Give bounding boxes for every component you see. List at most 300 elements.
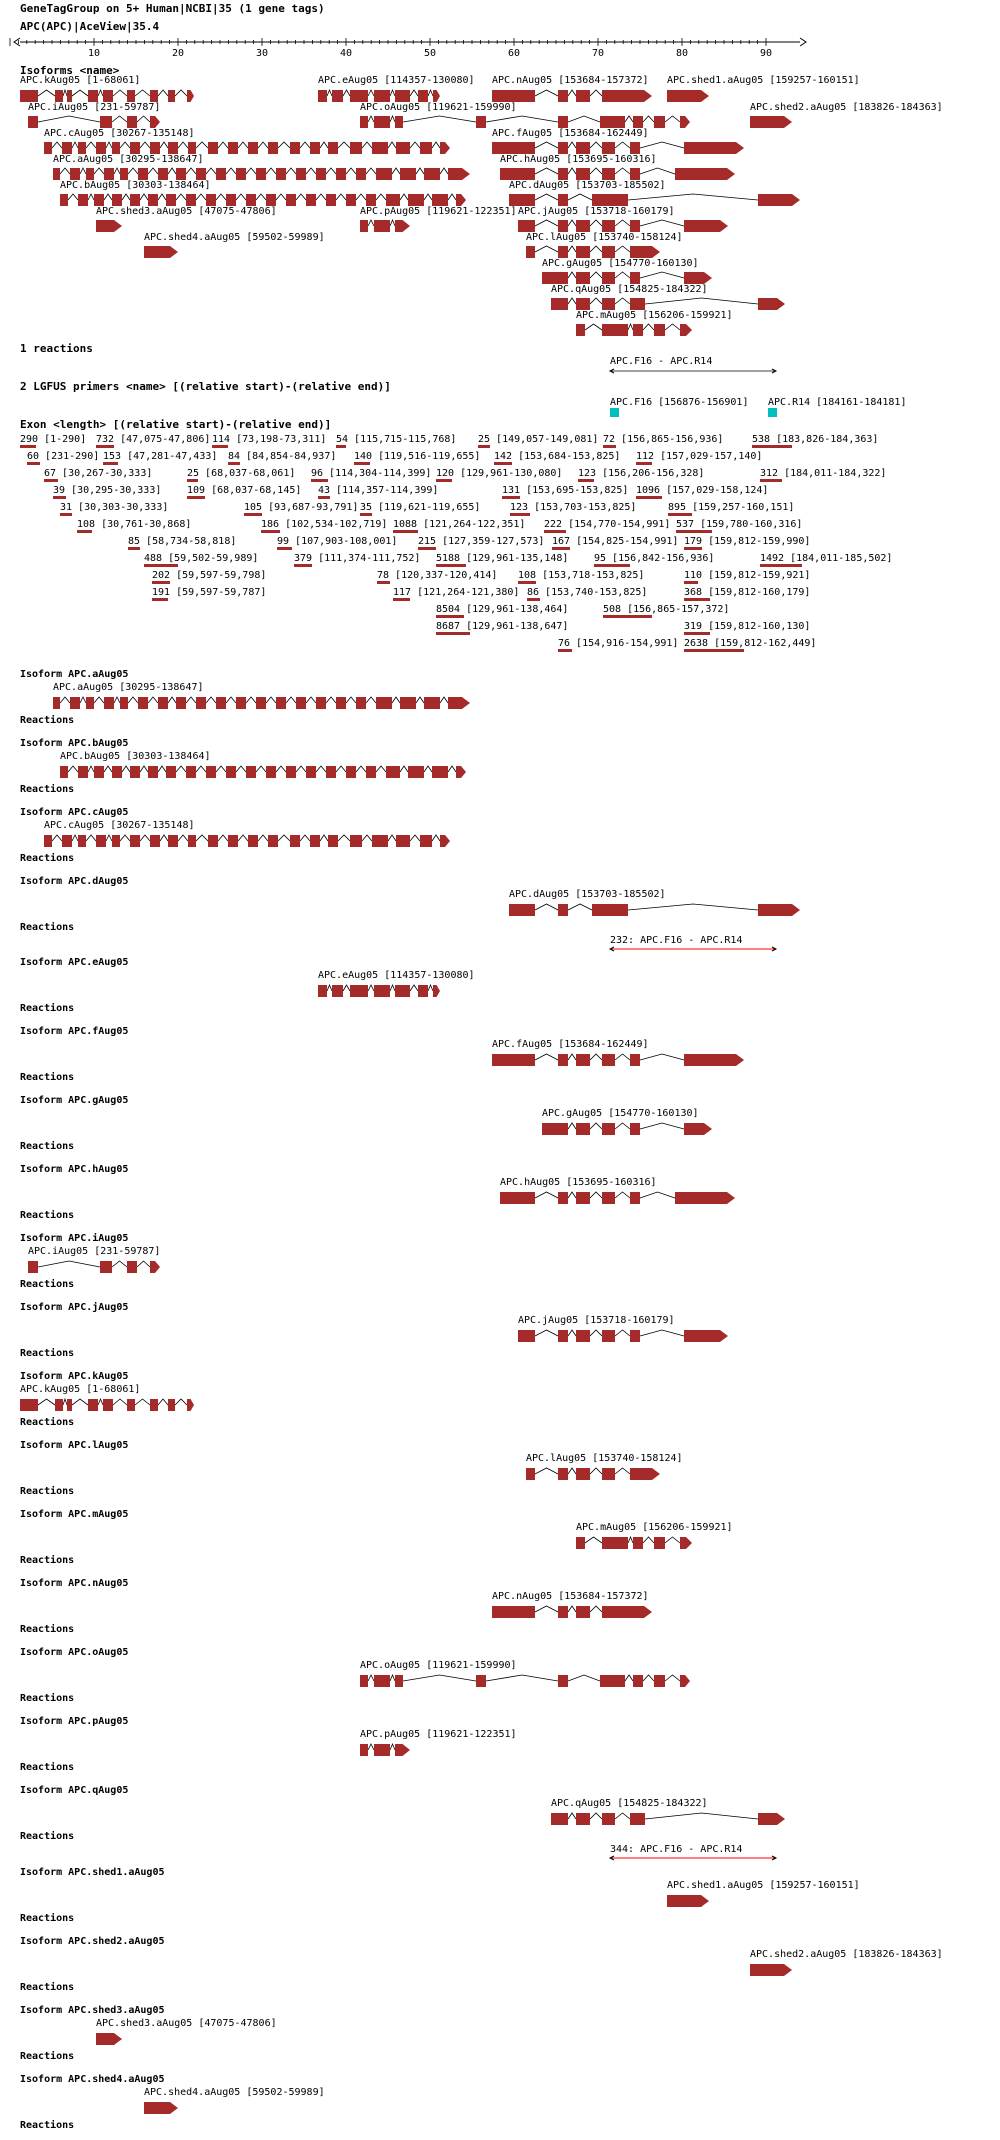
exon-entry[interactable]: 538 [183,826-184,363] [752,434,879,445]
exon-entry[interactable]: 76 [154,916-154,991] [558,638,679,649]
exon [226,766,236,778]
intron [320,835,328,841]
panel-title: Isoform APC.gAug05 [20,1095,129,1106]
exon-entry[interactable]: 179 [159,812-159,990] [684,536,811,547]
intron [432,835,440,841]
exon-entry[interactable]: 202 [59,597-59,798] [152,570,267,581]
exon [226,194,236,206]
panel-isoform-label[interactable]: APC.gAug05 [154770-160130] [542,1108,699,1119]
exon [290,835,300,847]
intron [98,90,103,96]
panel-isoform-label[interactable]: APC.bAug05 [30303-138464] [60,751,211,762]
overview-isoform [96,206,277,232]
intron [114,168,120,174]
intron [628,904,758,910]
exon-entry[interactable]: 368 [159,812-160,179] [684,587,811,598]
exon [166,194,176,206]
isoform-label[interactable]: APC.fAug05 [153684-162449] [492,128,649,139]
exon-bar [187,496,205,499]
exon [395,1675,403,1687]
exon-entry[interactable]: 108 [153,718-153,825] [518,570,645,581]
intron [535,1468,558,1474]
exon [168,142,178,154]
exon [206,194,216,206]
isoform-label[interactable]: APC.shed1.aAug05 [159257-160151] [667,75,860,86]
intron [88,194,94,200]
exon-entry[interactable]: 84 [84,854-84,937] [228,451,337,462]
isoform-label[interactable]: APC.nAug05 [153684-157372] [492,75,649,86]
exon-entry[interactable]: 191 [59,597-59,787] [152,587,267,598]
intron [568,246,576,252]
isoform-label[interactable]: APC.lAug05 [153740-158124] [526,232,683,243]
exon-bar [760,564,802,567]
exon-arrow [758,1813,785,1825]
exon [432,766,448,778]
panel-isoform-label[interactable]: APC.oAug05 [119621-159990] [360,1660,517,1671]
exon [576,168,590,180]
exon-entry[interactable]: 99 [107,903-108,001] [277,536,398,547]
panel-isoform-label[interactable]: APC.cAug05 [30267-135148] [44,820,195,831]
exon-bar [478,445,490,448]
overview-isoform [542,258,712,284]
isoform-label[interactable]: APC.mAug05 [156206-159921] [576,310,733,321]
exon-entry[interactable]: 5188 [129,961-135,148] [436,553,569,564]
exon-entry[interactable]: 186 [102,534-102,719] [261,519,388,530]
exon [602,1468,615,1480]
exon [630,272,640,284]
exon-entry[interactable]: 39 [30,295-30,333] [53,485,162,496]
panel-isoform-label[interactable]: APC.shed1.aAug05 [159257-160151] [667,1880,860,1891]
exon-bar [144,564,178,567]
exon-entry[interactable]: 140 [119,516-119,655] [354,451,481,462]
intron [236,766,246,772]
exon-entry[interactable]: 110 [159,812-159,921] [684,570,811,581]
exon [208,142,218,154]
exon [88,90,98,102]
intron [590,1813,602,1819]
isoform-label[interactable]: APC.shed2.aAug05 [183826-184363] [750,102,943,113]
primer-label[interactable]: APC.F16 [156876-156901] [610,397,749,408]
isoform-label[interactable]: APC.gAug05 [154770-160130] [542,258,699,269]
panel-title: Isoform APC.qAug05 [20,1785,129,1796]
exon-bar [20,445,36,448]
exon-entry[interactable]: 114 [73,198-73,311] [212,434,327,445]
exon [633,116,643,128]
exon-arrow [433,985,440,997]
exon [558,1606,568,1618]
intron [316,766,326,772]
isoform-label[interactable]: APC.oAug05 [119621-159990] [360,102,517,113]
exon [208,835,218,847]
exon [558,1330,568,1342]
exon-entry[interactable]: 222 [154,770-154,991] [544,519,671,530]
exon [602,246,615,258]
panel-isoform-label[interactable]: APC.pAug05 [119621-122351] [360,1729,517,1740]
exon-bar [636,462,652,465]
intron [368,1744,374,1750]
panel-isoform-label[interactable]: APC.eAug05 [114357-130080] [318,970,475,981]
overview-isoform [551,284,785,310]
panel-isoform-label[interactable]: APC.jAug05 [153718-160179] [518,1315,675,1326]
exon-entry[interactable]: 379 [111,374-111,752] [294,553,421,564]
intron [416,168,424,174]
intron [278,835,290,841]
exon-arrow [456,194,466,206]
overview-isoform [28,102,160,128]
intron [176,194,186,200]
isoform-panel [20,876,800,951]
exon-bar [594,564,630,567]
exon-bar [436,632,470,635]
exon-entry[interactable]: 72 [156,865-156,936] [603,434,724,445]
intron [160,835,168,841]
reactions-label: Reactions [20,1762,75,1773]
isoform-label[interactable]: APC.shed3.aAug05 [47075-47806] [96,206,277,217]
exon [104,168,114,180]
isoform-panel [20,669,470,726]
exon-entry[interactable]: 108 [30,761-30,868] [77,519,192,530]
exon [256,168,266,180]
panel-isoform-label[interactable]: APC.shed2.aAug05 [183826-184363] [750,1949,943,1960]
reactions-label: Reactions [20,2051,75,2062]
exon-entry[interactable]: 109 [68,037-68,145] [187,485,302,496]
exon-entry[interactable]: 60 [231-290] [27,451,100,462]
intron [403,1675,476,1681]
ruler-tick-label: 40 [340,48,353,59]
exon-entry[interactable]: 25 [68,037-68,061] [187,468,296,479]
panel-isoform-label[interactable]: APC.iAug05 [231-59787] [28,1246,161,1257]
intron [640,1192,675,1198]
intron [178,835,188,841]
intron [218,835,228,841]
isoform-overview [20,75,943,336]
exon [256,697,266,709]
exon [366,194,376,206]
exon [336,697,346,709]
exon [576,1606,590,1618]
exon [576,1123,590,1135]
exon [130,835,140,847]
panel-isoform-label[interactable]: APC.kAug05 [1-68061] [20,1384,141,1395]
exon-entry[interactable]: 537 [159,780-160,316] [676,519,803,530]
overview-isoform [53,154,470,180]
reactions-label: Reactions [20,1141,75,1152]
overview-isoform [20,75,194,102]
panel-reaction-label[interactable]: 344: APC.F16 - APC.R14 [610,1844,743,1855]
intron [590,90,602,96]
reaction-label[interactable]: APC.F16 - APC.R14 [610,356,713,367]
intron [135,90,150,96]
exon-arrow [395,1744,410,1756]
exon-entry[interactable]: 96 [114,304-114,399] [311,468,432,479]
intron [568,1606,576,1612]
panel-title: Isoform APC.aAug05 [20,669,129,680]
panel-title: Isoform APC.shed1.aAug05 [20,1867,165,1878]
exon [332,985,343,997]
exon-bar [684,547,702,550]
exon [602,1192,615,1204]
panel-isoform-label[interactable]: APC.aAug05 [30295-138647] [53,682,204,693]
exon-entry[interactable]: 215 [127,359-127,573] [418,536,545,547]
intron [643,1537,654,1543]
exon [28,116,38,128]
isoform-label[interactable]: APC.qAug05 [154825-184322] [551,284,708,295]
exon-entry[interactable]: 8687 [129,961-138,647] [436,621,569,632]
panel-isoform-label[interactable]: APC.dAug05 [153703-185502] [509,889,666,900]
isoform-label[interactable]: APC.kAug05 [1-68061] [20,75,141,86]
panel-reaction-label[interactable]: 232: APC.F16 - APC.R14 [610,935,743,946]
exon [336,168,346,180]
intron [390,220,395,226]
exon-arrow [96,220,122,232]
exon [216,168,226,180]
intron [168,697,176,703]
intron [640,272,684,278]
exon [127,1261,137,1273]
exon-entry[interactable]: 35 [119,621-119,655] [360,502,481,513]
reactions-label: Reactions [20,1982,75,1993]
primer-box[interactable] [768,408,777,417]
exon [558,90,568,102]
intron [135,1399,150,1405]
panel-isoform-label[interactable]: APC.mAug05 [156206-159921] [576,1522,733,1533]
exon-entry[interactable]: 319 [159,812-160,130] [684,621,811,632]
exon [78,194,88,206]
primers-heading: 2 LGFUS primers <name> [(relative start)-(relative end)] [20,380,391,393]
exon-arrow [684,142,744,154]
exon-entry[interactable]: 25 [149,057-149,081] [478,434,599,445]
isoform-label[interactable]: APC.eAug05 [114357-130080] [318,75,475,86]
exon [633,1537,643,1549]
exon-entry[interactable]: 31 [30,303-30,333] [60,502,169,513]
panel-title: Isoform APC.shed2.aAug05 [20,1936,165,1947]
exon [400,168,416,180]
intron [486,1675,558,1681]
exon-bar [96,445,114,448]
exon [150,90,158,102]
isoform-label[interactable]: APC.iAug05 [231-59787] [28,102,161,113]
exon [158,168,168,180]
intron [568,142,576,148]
isoform-panel [20,1509,733,1566]
page-title: GeneTagGroup on 5+ Human|NCBI|35 (1 gene tags) [20,2,325,15]
intron [568,1123,576,1129]
exon-entry[interactable]: 54 [115,715-115,768] [336,434,457,445]
exon-entry[interactable]: 290 [1-290] [20,434,87,445]
exon-entry[interactable]: 142 [153,684-153,825] [494,451,621,462]
exon-entry[interactable]: 120 [129,961-130,080] [436,468,563,479]
exon [332,90,343,102]
isoform-label[interactable]: APC.aAug05 [30295-138647] [53,154,204,165]
intron [403,116,476,122]
exon-bar [152,598,168,601]
exon [150,835,160,847]
exon-entry[interactable]: 732 [47,075-47,806] [96,434,211,445]
exon-entry[interactable]: 312 [184,011-184,322] [760,468,887,479]
exon [420,835,432,847]
exon [602,272,615,284]
gene-subtitle[interactable]: APC(APC)|AceView|35.4 [20,20,160,33]
exon [602,1054,615,1066]
exon-arrow [680,1537,692,1549]
intron [218,142,228,148]
exon [360,116,368,128]
exon-entry[interactable]: 1096 [157,029-158,124] [636,485,769,496]
exon-bar [318,496,330,499]
intron [535,142,558,148]
reactions-label: Reactions [20,1555,75,1566]
panel-title: Isoform APC.eAug05 [20,957,129,968]
exon [88,1399,98,1411]
exon [78,142,86,154]
exon [55,1399,63,1411]
panel-title: Isoform APC.lAug05 [20,1440,129,1451]
panel-title: Isoform APC.shed3.aAug05 [20,2005,165,2016]
isoform-panel [20,1578,652,1635]
exon [62,835,72,847]
exon [67,90,72,102]
isoform-panel [20,1371,194,1428]
intron [128,697,138,703]
reactions-label: Reactions [20,1624,75,1635]
exon [630,220,640,232]
intron [628,194,758,200]
panel-isoform-label[interactable]: APC.shed3.aAug05 [47075-47806] [96,2018,277,2029]
intron [535,246,558,252]
intron [388,142,396,148]
exon [130,766,140,778]
panel-isoform-label[interactable]: APC.qAug05 [154825-184322] [551,1798,708,1809]
exon-bar [684,649,744,652]
isoform-label[interactable]: APC.shed4.aAug05 [59502-59989] [144,232,325,243]
exon [600,1675,625,1687]
exon [78,835,86,847]
exon-entry[interactable]: 86 [153,740-153,825] [527,587,648,598]
exon [188,142,196,154]
isoform-label[interactable]: APC.jAug05 [153718-160179] [518,206,675,217]
exon-entry[interactable]: 153 [47,281-47,433] [103,451,218,462]
isoform-label[interactable]: APC.hAug05 [153695-160316] [500,154,657,165]
exon-arrow [680,1675,690,1687]
exon-entry[interactable]: 43 [114,357-114,399] [318,485,439,496]
isoform-label[interactable]: APC.dAug05 [153703-185502] [509,180,666,191]
panel-isoform-label[interactable]: APC.nAug05 [153684-157372] [492,1591,649,1602]
intron [568,194,592,200]
exon-entry[interactable]: 85 [58,734-58,818] [128,536,237,547]
exon [94,766,104,778]
exon-entry[interactable]: 488 [59,502-59,989] [144,553,259,564]
isoform-label[interactable]: APC.bAug05 [30303-138464] [60,180,211,191]
intron [38,90,55,96]
exon [424,168,440,180]
reactions-label: Reactions [20,1003,75,1014]
exon-entry[interactable]: 123 [156,206-156,328] [578,468,705,479]
exon-entry[interactable]: 131 [153,695-153,825] [502,485,629,496]
exon [268,142,278,154]
intron [128,168,138,174]
intron [206,697,216,703]
exon [630,298,645,310]
intron [568,116,600,122]
exon-arrow [680,324,692,336]
exon-entry[interactable]: 67 [30,267-30,333] [44,468,153,479]
intron [448,194,456,200]
exon [186,766,196,778]
exon-entry[interactable]: 895 [159,257-160,151] [668,502,795,513]
isoform-panel [20,1095,712,1152]
panel-isoform-label[interactable]: APC.lAug05 [153740-158124] [526,1453,683,1464]
intron [410,90,418,96]
exon [424,697,440,709]
intron [643,116,654,122]
exon [350,985,368,997]
exon [356,168,366,180]
intron [568,1813,576,1819]
isoform-label[interactable]: APC.cAug05 [30267-135148] [44,128,195,139]
exon [127,90,135,102]
exon-entry[interactable]: 2638 [159,812-162,449] [684,638,817,649]
reactions-label: Reactions [20,1210,75,1221]
panel-isoform-label[interactable]: APC.fAug05 [153684-162449] [492,1039,649,1050]
exon-entry[interactable]: 117 [121,264-121,380] [393,587,520,598]
reactions-heading: 1 reactions [20,342,93,355]
exon-entry[interactable]: 112 [157,029-157,140] [636,451,763,462]
reactions-label: Reactions [20,1348,75,1359]
exon-entry[interactable]: 78 [120,337-120,414] [377,570,498,581]
exon-entry[interactable]: 123 [153,703-153,825] [510,502,637,513]
panel-isoform-label[interactable]: APC.hAug05 [153695-160316] [500,1177,657,1188]
exon [78,766,88,778]
isoform-panel [20,2005,277,2062]
primer-label[interactable]: APC.R14 [184161-184181] [768,397,907,408]
exon [296,697,306,709]
intron [390,1675,395,1681]
intron [615,1813,630,1819]
intron [400,766,408,772]
exon-entry[interactable]: 105 [93,687-93,791] [244,502,359,513]
intron [148,697,158,703]
exon-entry[interactable]: 1088 [121,264-122,351] [393,519,526,530]
panel-title: Isoform APC.cAug05 [20,807,129,818]
intron [112,1261,127,1267]
intron [276,194,286,200]
exon-entry[interactable]: 95 [156,842-156,936] [594,553,715,564]
exon [96,142,106,154]
exon-entry[interactable]: 167 [154,825-154,991] [552,536,679,547]
intron [568,272,576,278]
exon [374,1744,390,1756]
exon [654,1675,665,1687]
intron [63,1399,67,1405]
exon [551,298,568,310]
reactions-label: Reactions [20,922,75,933]
exon-bar [676,530,712,533]
exon-entry[interactable]: 508 [156,865-157,372] [603,604,730,615]
intron [238,835,248,841]
reactions-label: Reactions [20,715,75,726]
exon-entry[interactable]: 8504 [129,961-138,464] [436,604,569,615]
exon [400,697,416,709]
primer-box[interactable] [610,408,619,417]
exon [150,142,160,154]
ruler-tick-label: 10 [88,48,101,59]
exon [266,194,276,206]
intron [376,194,386,200]
isoform-label[interactable]: APC.pAug05 [119621-122351] [360,206,517,217]
panel-isoform-label[interactable]: APC.shed4.aAug05 [59502-59989] [144,2087,325,2098]
exon [296,168,306,180]
exon-entry[interactable]: 1492 [184,011-185,502] [760,553,893,564]
